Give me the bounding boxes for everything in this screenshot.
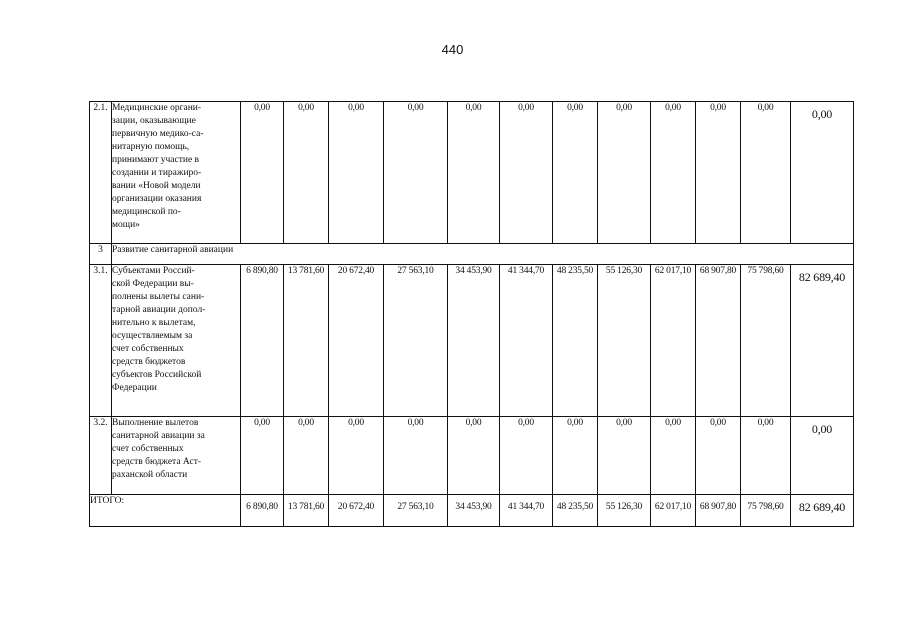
value-cell: 0,00 bbox=[500, 417, 553, 495]
value-cell: 20 672,40 bbox=[329, 265, 384, 417]
value-cell: 0,00 bbox=[651, 102, 696, 244]
value-cell: 0,00 bbox=[448, 417, 500, 495]
value-cell: 55 126,30 bbox=[598, 265, 651, 417]
value-cell: 0,00 bbox=[329, 417, 384, 495]
value-cell: 0,00 bbox=[696, 102, 741, 244]
value-cell: 75 798,60 bbox=[741, 265, 791, 417]
value-cell: 0,00 bbox=[553, 102, 598, 244]
budget-table bbox=[89, 101, 854, 527]
total-value-cell: 55 126,30 bbox=[598, 495, 651, 527]
table-section-3 bbox=[90, 244, 854, 265]
row-total: 82 689,40 bbox=[791, 265, 854, 417]
value-cell: 27 563,10 bbox=[384, 265, 448, 417]
section-title: Развитие санитарной авиации bbox=[112, 244, 854, 265]
page-number: 440 bbox=[441, 42, 464, 57]
value-cell: 0,00 bbox=[500, 102, 553, 244]
table-row-2-1 bbox=[90, 102, 854, 244]
value-cell: 0,00 bbox=[384, 102, 448, 244]
row-name: Выполнение вылетов санитарной авиации за счет собственных средств бюджета Аст- раханской области bbox=[112, 417, 241, 495]
row-total: 0,00 bbox=[791, 417, 854, 495]
row-code: 3 bbox=[90, 244, 112, 265]
grand-total: 82 689,40 bbox=[791, 495, 854, 527]
value-cell: 0,00 bbox=[448, 102, 500, 244]
value-cell: 0,00 bbox=[651, 417, 696, 495]
value-cell: 0,00 bbox=[598, 102, 651, 244]
table-row-3-2 bbox=[90, 417, 854, 495]
value-cell: 0,00 bbox=[241, 102, 284, 244]
total-value-cell: 75 798,60 bbox=[741, 495, 791, 527]
value-cell: 0,00 bbox=[741, 102, 791, 244]
value-cell: 0,00 bbox=[241, 417, 284, 495]
value-cell: 6 890,80 bbox=[241, 265, 284, 417]
row-name: Субъектами Россий- ской Федерации вы- полнены вылеты сани- тарной авиации допол- нительно к вылетам, осуществляемым за счет собственных средств бюджетов субъектов Российской Федерации bbox=[112, 265, 241, 417]
value-cell: 0,00 bbox=[284, 417, 329, 495]
table-row-3-1 bbox=[90, 265, 854, 417]
value-cell: 0,00 bbox=[284, 102, 329, 244]
value-cell: 13 781,60 bbox=[284, 265, 329, 417]
value-cell: 0,00 bbox=[329, 102, 384, 244]
total-value-cell: 62 017,10 bbox=[651, 495, 696, 527]
value-cell: 0,00 bbox=[696, 417, 741, 495]
row-total: 0,00 bbox=[791, 102, 854, 244]
value-cell: 0,00 bbox=[384, 417, 448, 495]
total-value-cell: 6 890,80 bbox=[241, 495, 284, 527]
value-cell: 41 344,70 bbox=[500, 265, 553, 417]
row-code: 3.2. bbox=[90, 417, 112, 495]
total-value-cell: 41 344,70 bbox=[500, 495, 553, 527]
value-cell: 0,00 bbox=[598, 417, 651, 495]
value-cell: 34 453,90 bbox=[448, 265, 500, 417]
total-value-cell: 27 563,10 bbox=[384, 495, 448, 527]
total-value-cell: 68 907,80 bbox=[696, 495, 741, 527]
value-cell: 0,00 bbox=[741, 417, 791, 495]
row-name: Медицинские органи- зации, оказывающие первичную медико-са- нитарную помощь, принимают участие в создании и тиражиро- вании «Новой модели организации оказания медицинской по- мощи» bbox=[112, 102, 241, 244]
row-code: 3.1. bbox=[90, 265, 112, 417]
total-value-cell: 34 453,90 bbox=[448, 495, 500, 527]
total-value-cell: 48 235,50 bbox=[553, 495, 598, 527]
total-value-cell: 20 672,40 bbox=[329, 495, 384, 527]
value-cell: 68 907,80 bbox=[696, 265, 741, 417]
value-cell: 0,00 bbox=[553, 417, 598, 495]
total-label: ИТОГО: bbox=[90, 495, 241, 527]
row-code: 2.1. bbox=[90, 102, 112, 244]
table-total-row bbox=[90, 495, 854, 527]
value-cell: 62 017,10 bbox=[651, 265, 696, 417]
total-value-cell: 13 781,60 bbox=[284, 495, 329, 527]
value-cell: 48 235,50 bbox=[553, 265, 598, 417]
